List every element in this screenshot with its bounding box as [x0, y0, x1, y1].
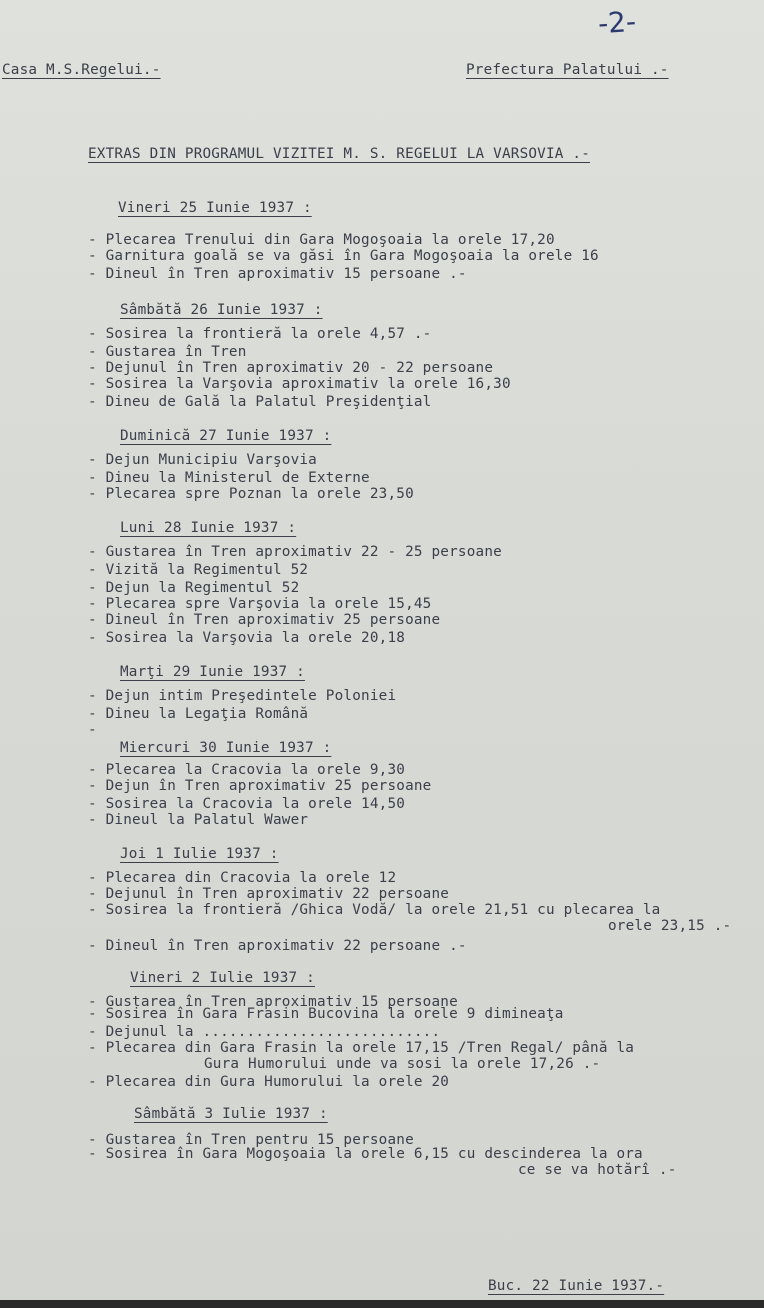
schedule-item: - Plecarea din Gura Humorului la orele 20: [88, 1074, 450, 1090]
schedule-item: - Sosirea la frontieră /Ghica Vodă/ la orele 21,51 cu plecarea la: [88, 902, 661, 918]
schedule-item: - Sosirea în Gara Frasin Bucovina la orele 9 dimineaţa: [88, 1006, 564, 1022]
day-heading: Vineri 2 Iulie 1937 :: [130, 970, 315, 986]
schedule-item: - Dejunul în Tren aproximativ 22 persoane: [88, 886, 450, 902]
schedule-item: - Dineul la Palatul Wawer: [88, 812, 309, 828]
schedule-item: - Dejun la Regimentul 52: [88, 580, 300, 596]
document-title: EXTRAS DIN PROGRAMUL VIZITEI M. S. REGELUI LA VARSOVIA .-: [88, 146, 591, 162]
schedule-item: - Sosirea la Varşovia la orele 20,18: [88, 630, 406, 646]
schedule-item: - Sosirea la frontieră la orele 4,57 .-: [88, 326, 432, 342]
schedule-item: - Dineul în Tren aproximativ 22 persoane .-: [88, 938, 467, 954]
schedule-item: - Dineu la Legaţia Română: [88, 706, 309, 722]
schedule-item: - Plecarea din Cracovia la orele 12: [88, 870, 397, 886]
schedule-item: - Dejun în Tren aproximativ 25 persoane: [88, 778, 432, 794]
header-right: Prefectura Palatului .-: [466, 62, 669, 78]
schedule-item-continuation: ce se va hotărî .-: [518, 1162, 677, 1178]
schedule-item: - Plecarea din Gara Frasin la orele 17,15 /Tren Regal/ până la: [88, 1040, 635, 1056]
day-heading: Luni 28 Iunie 1937 :: [120, 520, 297, 536]
schedule-item: - Gustarea în Tren aproximativ 15 persoane: [88, 994, 458, 1010]
page-number-handwritten: -2-: [596, 4, 638, 41]
schedule-item-continuation: Gura Humorului unde va sosi la orele 17,26 .-: [204, 1056, 601, 1072]
footer-date: Buc. 22 Iunie 1937.-: [488, 1278, 665, 1294]
schedule-item: - Sosirea în Gara Mogoşoaia la orele 6,15 cu descinderea la ora: [88, 1146, 643, 1162]
schedule-item-continuation: orele 23,15 .-: [608, 918, 732, 934]
schedule-item: - Vizită la Regimentul 52: [88, 562, 309, 578]
schedule-item: - Dejun intim Preşedintele Poloniei: [88, 688, 397, 704]
schedule-item: - Plecarea Trenului din Gara Mogoşoaia la orele 17,20: [88, 232, 555, 248]
schedule-item: - Gustarea în Tren pentru 15 persoane: [88, 1132, 414, 1148]
schedule-item: - Dejun Municipiu Varşovia: [88, 452, 317, 468]
schedule-item: - Sosirea la Varşovia aproximativ la orele 16,30: [88, 376, 511, 392]
schedule-item: - Plecarea la Cracovia la orele 9,30: [88, 762, 406, 778]
day-heading: Duminică 27 Iunie 1937 :: [120, 428, 332, 444]
scan-edge: [0, 1300, 764, 1308]
day-heading: Marţi 29 Iunie 1937 :: [120, 664, 305, 680]
day-heading: Sâmbătă 26 Iunie 1937 :: [120, 302, 323, 318]
day-heading: Vineri 25 Iunie 1937 :: [118, 200, 312, 216]
schedule-item: -: [88, 722, 97, 738]
schedule-item: - Plecarea spre Poznan la orele 23,50: [88, 486, 414, 502]
schedule-item: - Dineul în Tren aproximativ 25 persoane: [88, 612, 441, 628]
day-heading: Joi 1 Iulie 1937 :: [120, 846, 279, 862]
schedule-item: - Dejunul în Tren aproximativ 20 - 22 persoane: [88, 360, 494, 376]
schedule-item: - Gustarea în Tren aproximativ 22 - 25 persoane: [88, 544, 502, 560]
day-heading: Miercuri 30 Iunie 1937 :: [120, 740, 332, 756]
schedule-item: - Plecarea spre Varşovia la orele 15,45: [88, 596, 432, 612]
schedule-item: - Dineu de Gală la Palatul Preşidenţial: [88, 394, 432, 410]
schedule-item: - Sosirea la Cracovia la orele 14,50: [88, 796, 406, 812]
day-heading: Sâmbătă 3 Iulie 1937 :: [134, 1106, 328, 1122]
header-left: Casa M.S.Regelui.-: [2, 62, 161, 78]
schedule-item: - Gustarea în Tren: [88, 344, 247, 360]
schedule-item: - Dejunul la ...........................: [88, 1024, 441, 1040]
schedule-item: - Dineul în Tren aproximativ 15 persoane .-: [88, 266, 467, 282]
schedule-item: - Garnitura goală se va găsi în Gara Mogoşoaia la orele 16: [88, 248, 599, 264]
schedule-item: - Dineu la Ministerul de Externe: [88, 470, 370, 486]
